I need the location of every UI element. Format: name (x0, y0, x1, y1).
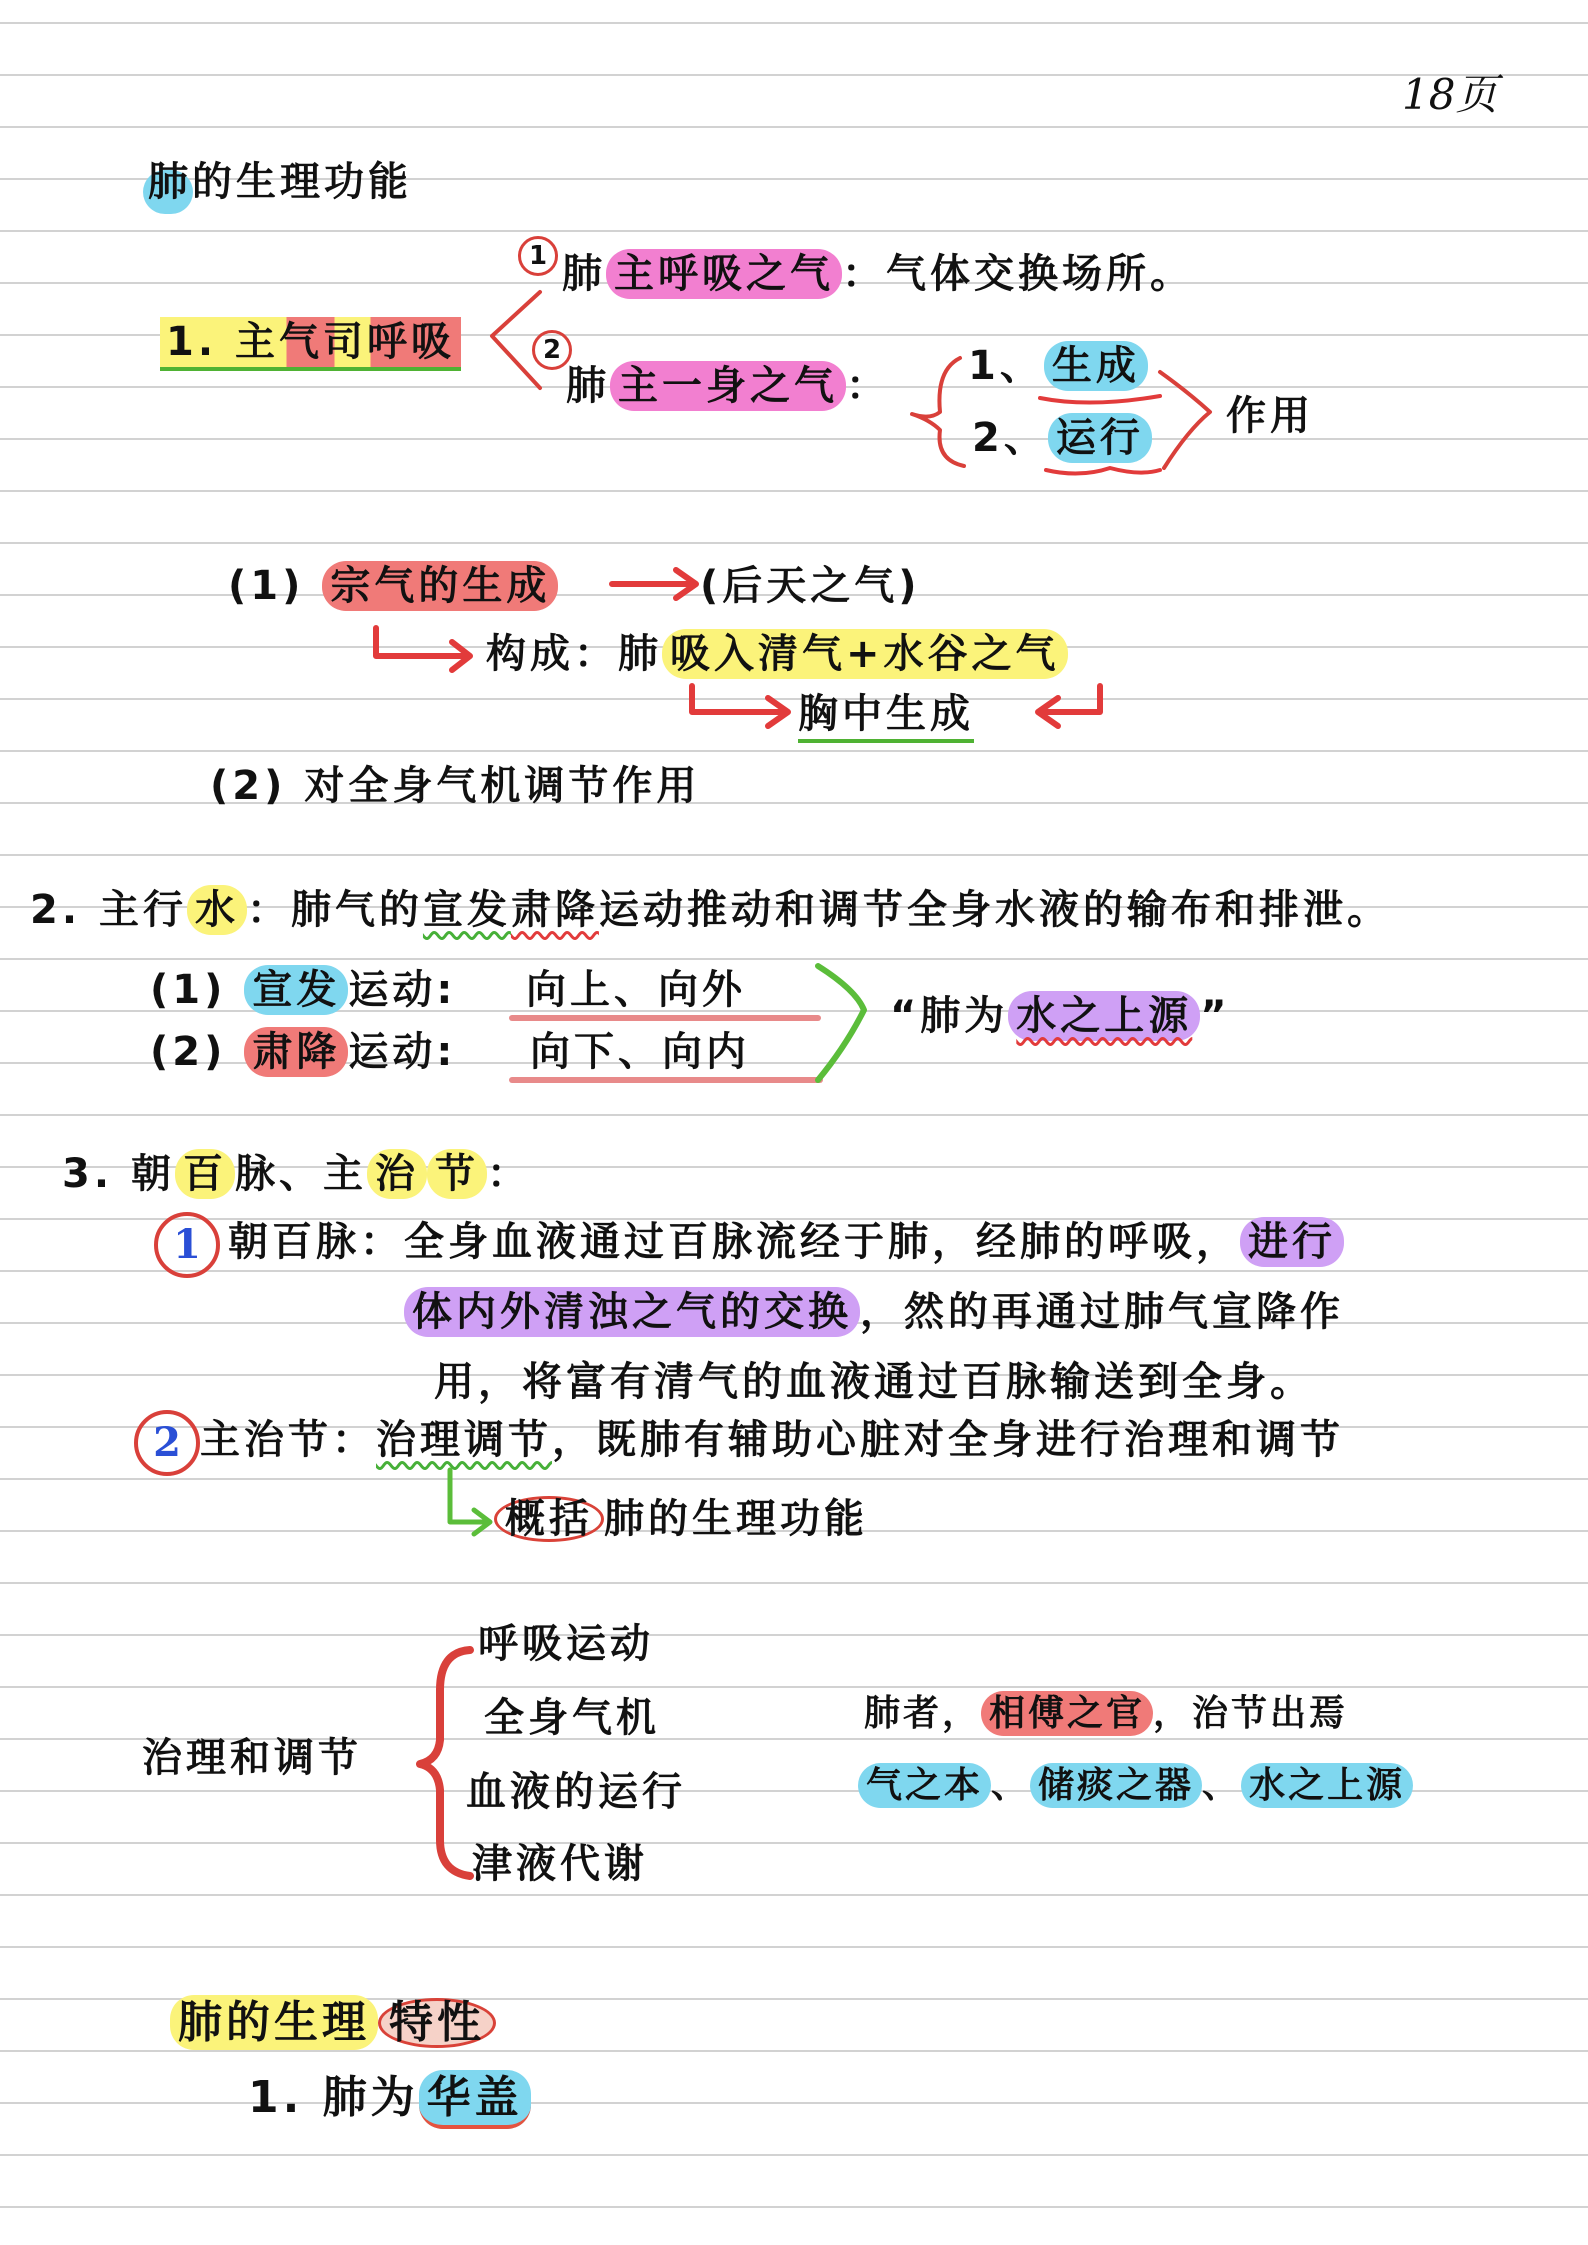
marker-2: 2 (532, 330, 572, 370)
summary-item-3: 血液的运行 (466, 1769, 686, 1815)
summary-right-1-highlight: 相傅之官 (981, 1691, 1153, 1736)
qiji-regulation: (2) 对全身气机调节作用 (210, 763, 701, 809)
item3-zhi: 治 (367, 1149, 427, 1199)
paragraph1-marker: 1 (154, 1212, 220, 1278)
item2-line (30, 887, 1391, 933)
zongqi-place (798, 691, 974, 737)
p1-line1-highlight: 进行 (1240, 1217, 1344, 1267)
p2-circled: 概括 (494, 1496, 604, 1542)
zongqi-comp-prefix: 构成：肺 (486, 631, 662, 677)
summary-item-4: 津液代谢 (472, 1841, 648, 1887)
zongqi-row (228, 563, 558, 609)
p1-line1-text: 朝百脉：全身血液通过百脉流经于肺，经肺的呼吸， (228, 1219, 1240, 1265)
function-effect: 作用 (1226, 393, 1314, 439)
summary-right-sep1: 、 (991, 1765, 1031, 1806)
paragraph1-line2 (404, 1289, 1344, 1335)
item3-prefix: 3. 朝 (62, 1151, 175, 1197)
section2-item1-a: 1. 肺为 (248, 2072, 419, 2123)
paragraph1-line3: 用，将富有清气的血液通过百脉输送到全身。 (434, 1359, 1314, 1405)
brace-item1 (492, 292, 540, 388)
item2-text-a: ：肺气的 (246, 887, 423, 933)
item3-mai: 脉、主 (234, 1151, 367, 1197)
arrow-summary (450, 1470, 490, 1534)
p2-text: ，既肺有辅助心脏对全身进行治理和调节 (552, 1417, 1344, 1463)
zongqi-place-text: 胸中生成 (798, 691, 974, 743)
item1-sub2 (566, 363, 890, 409)
summary-right-1 (864, 1693, 1349, 1734)
marker-1: 1 (518, 236, 558, 276)
summary-item-1: 呼吸运动 (478, 1621, 654, 1667)
zongqi-label: 宗气的生成 (322, 561, 558, 611)
summary-right-2a: 气之本 (858, 1763, 991, 1808)
item2-sub1-dir (526, 967, 746, 1013)
arrow-into-chest-right (1038, 686, 1100, 726)
paragraph2-marker: 2 (134, 1410, 200, 1476)
item2-sub2-dir-text: 向下、向内 (530, 1029, 750, 1075)
item3-colon: ： (486, 1151, 531, 1197)
section2-item1-b: 华盖 (419, 2070, 531, 2129)
function-generate-label: 生成 (1044, 341, 1148, 391)
item2-sub1-b: 运动: (348, 967, 457, 1013)
title-text: 肺的生理功能 (148, 159, 412, 205)
p2-summary: 肺的生理功能 (604, 1496, 868, 1542)
section2-title-a: 肺的生理 (170, 1995, 378, 2050)
item1-label (160, 319, 461, 365)
section-title-characteristics (170, 1998, 496, 2048)
item2-xuan: 宣发 (422, 887, 511, 933)
p1-line2-highlight: 体内外清浊之气的交换 (404, 1287, 860, 1337)
paragraph1-line1 (228, 1219, 1344, 1265)
item2-sub2-dir (530, 1029, 750, 1075)
summary-right-1a: 肺者， (864, 1693, 982, 1734)
zongqi-composition (486, 631, 1068, 677)
underline-generate (1040, 396, 1160, 403)
summary-right-sep2: 、 (1202, 1765, 1242, 1806)
item1-sub2-prefix: 肺 (566, 363, 610, 409)
summary-item-2: 全身气机 (484, 1695, 660, 1741)
summary-right-1-tail: ，治节出焉 (1153, 1693, 1349, 1734)
item2-prefix: 2. 主行 (30, 887, 187, 933)
summary-right-2b: 储痰之器 (1030, 1763, 1202, 1808)
item2-sub1 (150, 967, 457, 1013)
page-number: 18页 (1402, 70, 1498, 119)
item2-sub1-num: (1) (150, 967, 227, 1013)
function-operate-num: 2、 (972, 415, 1048, 461)
arrow-zongqi-comp (376, 628, 470, 670)
item3-bai: 百 (175, 1149, 235, 1199)
item2-sub2 (150, 1029, 457, 1075)
item2-text-b: 运动推动和调节全身水液的输布和排泄。 (598, 887, 1391, 933)
item1-sub1 (562, 251, 1194, 297)
item1-sub1-highlight: 主呼吸之气 (606, 249, 842, 299)
item2-su: 肃降 (510, 887, 599, 933)
item2-sub2-a: 肃降 (244, 1027, 348, 1077)
zongqi-result: (后天之气) (700, 563, 921, 609)
item1-sub1-prefix: 肺 (562, 251, 606, 297)
function-operate-label: 运行 (1048, 413, 1152, 463)
bracket-water (818, 966, 864, 1080)
item1-sub2-suffix: ： (846, 363, 890, 409)
item1-sub2-highlight: 主一身之气 (610, 361, 846, 411)
zongqi-comp-highlight: 吸入清气+水谷之气 (662, 629, 1068, 679)
p2-underlined: 治理调节 (376, 1417, 552, 1463)
p2-label: 主治节： (200, 1417, 376, 1463)
brace-effect (1160, 372, 1210, 468)
item2-sub1-a: 宣发 (244, 965, 348, 1015)
section2-item1 (248, 2072, 531, 2123)
item2-sub2-num: (2) (150, 1029, 227, 1075)
zongqi-num: (1) (228, 563, 305, 609)
water-upper-source (890, 993, 1231, 1039)
item2-keyword: 水 (187, 885, 247, 935)
brace-summary (420, 1650, 470, 1876)
section2-title-b: 特性 (378, 1998, 496, 2048)
arrow-zongqi-result (612, 570, 696, 598)
summary-root: 治理和调节 (142, 1735, 362, 1781)
summary-right-2c: 水之上源 (1241, 1763, 1413, 1808)
item2-sub2-b: 运动: (348, 1029, 457, 1075)
summary-right-2 (858, 1765, 1413, 1806)
section-title-physiology (148, 159, 412, 205)
paragraph2-line2 (494, 1496, 868, 1542)
p1-line2-text: ，然的再通过肺气宣降作 (860, 1289, 1344, 1335)
quote-open: “肺为 (890, 993, 1009, 1039)
quote-highlight: 水之上源 (1008, 991, 1200, 1041)
function-operate (972, 415, 1152, 461)
item2-sub1-dir-text: 向上、向外 (526, 967, 746, 1013)
function-generate (968, 343, 1148, 389)
underline-operate (1046, 468, 1160, 474)
brace-functions (912, 358, 964, 466)
quote-close: ” (1200, 993, 1231, 1039)
function-generate-num: 1、 (968, 343, 1044, 389)
item1-label-text: 1. 主气司呼吸 (160, 317, 461, 371)
arrow-into-chest-left (692, 686, 788, 726)
item3-jie: 节 (427, 1149, 487, 1199)
item1-sub1-suffix: ：气体交换场所。 (842, 251, 1194, 297)
paragraph2-line1 (200, 1417, 1344, 1463)
item3-heading (62, 1151, 531, 1197)
